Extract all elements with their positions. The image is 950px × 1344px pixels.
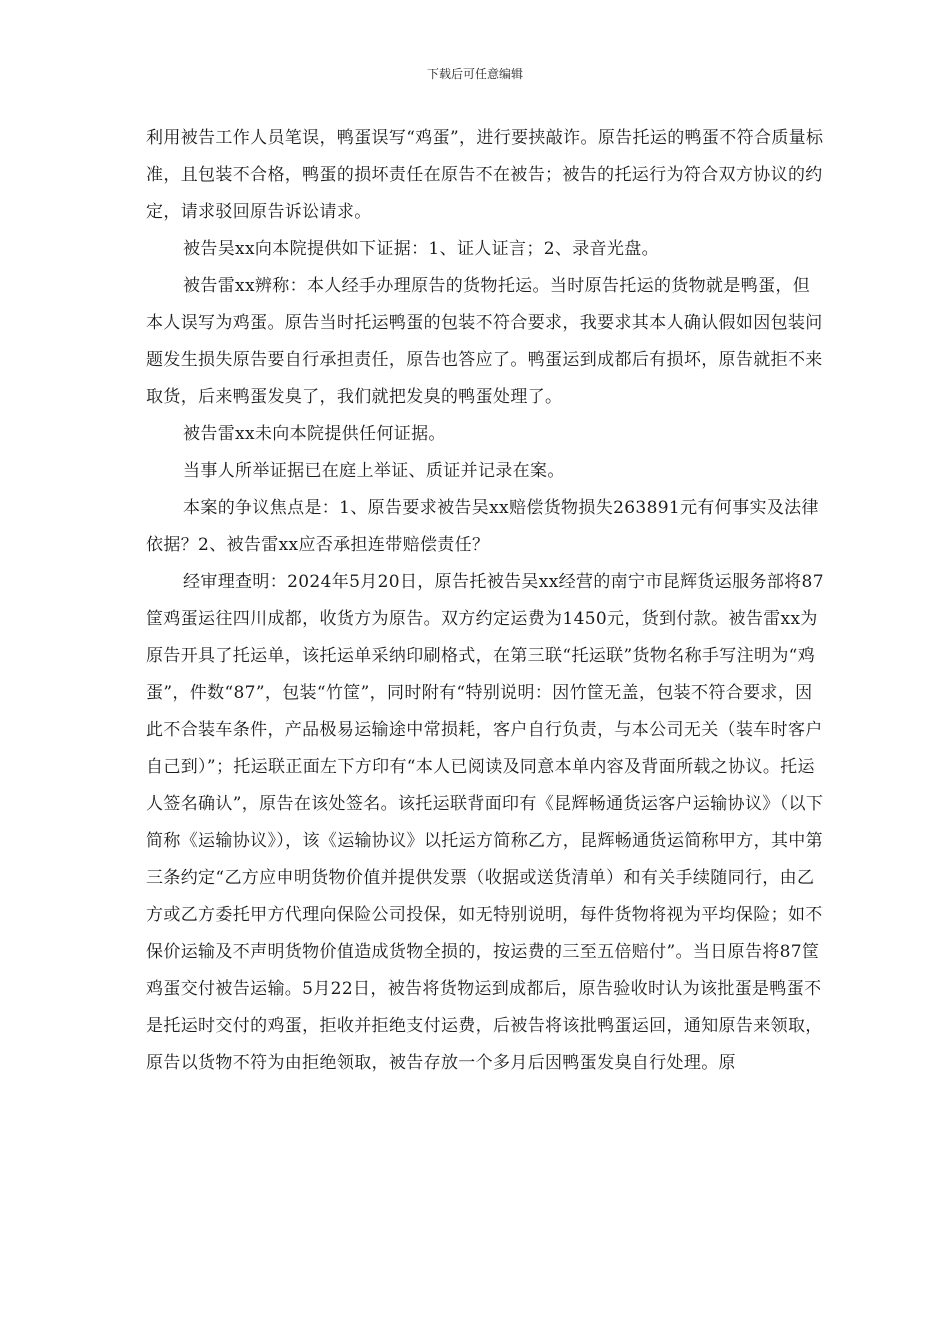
paragraph-defense-lei: 被告雷xx辨称：本人经手办理原告的货物托运。当时原告托运的货物就是鸭蛋，但本人误写为鸡蛋。原告当时托运鸭蛋的包装不符合要求，我要求其本人确认假如因包装问题发生损失原告要自行承担责任，原告也答应了。鸭蛋运到成都后有损坏，原告就拒不来取货，后来鸭蛋发臭了，我们就把发臭的鸭蛋处理了。	[146, 276, 823, 407]
document-body	[146, 120, 826, 1082]
paragraph-defense-continued: 利用被告工作人员笔误，鸭蛋误写“鸡蛋”，进行要挟敲诈。原告托运的鸭蛋不符合质量标准，且包装不合格，鸭蛋的损坏责任在原告不在被告；被告的托运行为符合双方协议的约定，请求驳回原告诉讼请求。	[146, 128, 824, 222]
paragraph-evidence-wu: 被告吴xx向本院提供如下证据：1、证人证言；2、录音光盘。	[183, 239, 659, 259]
paragraph-findings: 经审理查明：2024年5月20日，原告托被告吴xx经营的南宁市昆辉货运服务部将87筐鸡蛋运往四川成都，收货方为原告。双方约定运费为1450元，货到付款。被告雷xx为原告开具了托运单，该托运单采纳印刷格式，在第三联“托运联”货物名称手写注明为“鸡蛋”，件数“87”，包装“竹筐”，同时附有“特别说明：因竹筐无盖，包装不符合要求，因此不合装车条件，产品极易运输途中常损耗，客户自行负责，与本公司无关（装车时客户自己到）”；托运联正面左下方印有“本人已阅读及同意本单内容及背面所载之协议。托运人签名确认”，原告在该处签名。该托运联背面印有《昆辉畅通货运客户运输协议》（以下简称《运输协议》），该《运输协议》以托运方简称乙方，昆辉畅通货运简称甲方，其中第三条约定“乙方应申明货物价值并提供发票（收据或送货清单）和有关手续随同行，由乙方或乙方委托甲方代理向保险公司投保，如无特别说明，每件货物将视为平均保险；如不保价运输及不声明货物价值造成货物全损的，按运费的三至五倍赔付”。当日原告将87筐鸡蛋交付被告运输。5月22日，被告将货物运到成都后，原告验收时认为该批蛋是鸭蛋不是托运时交付的鸡蛋，拒收并拒绝支付运费，后被告将该批鸭蛋运回，通知原告来领取，原告以货物不符为由拒绝领取，被告存放一个多月后因鸭蛋发臭自行处理。原	[146, 572, 824, 1073]
paragraph-dispute-focus: 本案的争议焦点是：1、原告要求被告吴xx赔偿货物损失263891元有何事实及法律依据？2、被告雷xx应否承担连带赔偿责任？	[146, 498, 819, 555]
paragraph-evidence-lei: 被告雷xx未向本院提供任何证据。	[183, 424, 446, 444]
paragraph-evidence-recorded: 当事人所举证据已在庭上举证、质证并记录在案。	[183, 461, 565, 481]
page-header: 下载后可任意编辑	[426, 67, 523, 81]
